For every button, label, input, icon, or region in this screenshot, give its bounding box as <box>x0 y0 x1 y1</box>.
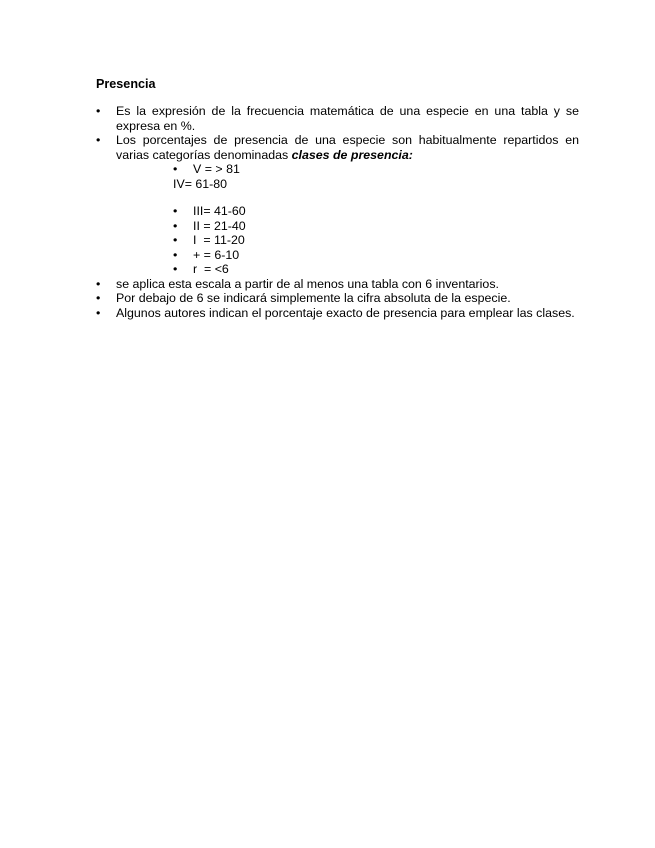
class-label: + = 6-10 <box>193 247 240 262</box>
list-item <box>96 277 579 292</box>
class-label: I = 11-20 <box>193 233 245 247</box>
bullet-icon: • <box>96 104 101 118</box>
class-item <box>173 177 579 192</box>
list-item-text: Por debajo de 6 se indicará simplemente la cifra absoluta de la especie. <box>116 291 511 305</box>
class-item <box>173 162 579 177</box>
class-item <box>173 262 579 277</box>
list-item <box>96 104 579 133</box>
bullet-icon: • <box>96 133 101 147</box>
class-item <box>173 219 579 234</box>
list-item <box>96 133 579 277</box>
bullet-icon: • <box>173 204 178 218</box>
bullet-icon: • <box>173 233 178 247</box>
class-label: III= 41-60 <box>193 204 246 218</box>
bullet-icon: • <box>173 218 178 233</box>
list-item-text: Es la expresión de la frecuencia matemática de una especie en una tabla y se expresa en %. <box>116 104 579 133</box>
class-label: IV= 61-80 <box>173 176 228 191</box>
list-item-text: Los porcentajes de presencia de una especie son habitualmente repartidos en varias categorías denominadas <box>116 133 579 162</box>
presence-classes <box>173 162 579 277</box>
bullet-icon: • <box>173 162 178 176</box>
class-label: V = > 81 <box>193 162 240 176</box>
section-heading: Presencia <box>96 77 156 91</box>
bullet-icon: • <box>96 276 101 291</box>
emphasis-text: clases de presencia: <box>291 147 413 162</box>
class-label: II = 21-40 <box>193 218 246 233</box>
spacer <box>173 191 579 204</box>
list-item-text: se aplica esta escala a partir de al menos una tabla con 6 inventarios. <box>116 276 499 291</box>
list-item <box>96 306 579 321</box>
bullet-icon: • <box>96 305 101 320</box>
class-item <box>173 204 579 219</box>
bullet-icon: • <box>173 247 178 262</box>
bullet-icon: • <box>96 291 101 305</box>
bullet-icon: • <box>173 262 178 276</box>
list-item <box>96 291 579 306</box>
class-label: r = <6 <box>193 262 229 276</box>
class-item <box>173 233 579 248</box>
list-item-text: Algunos autores indican el porcentaje exacto de presencia para emplear las clases. <box>116 305 575 320</box>
class-item <box>173 248 579 263</box>
bullet-list <box>96 104 579 320</box>
